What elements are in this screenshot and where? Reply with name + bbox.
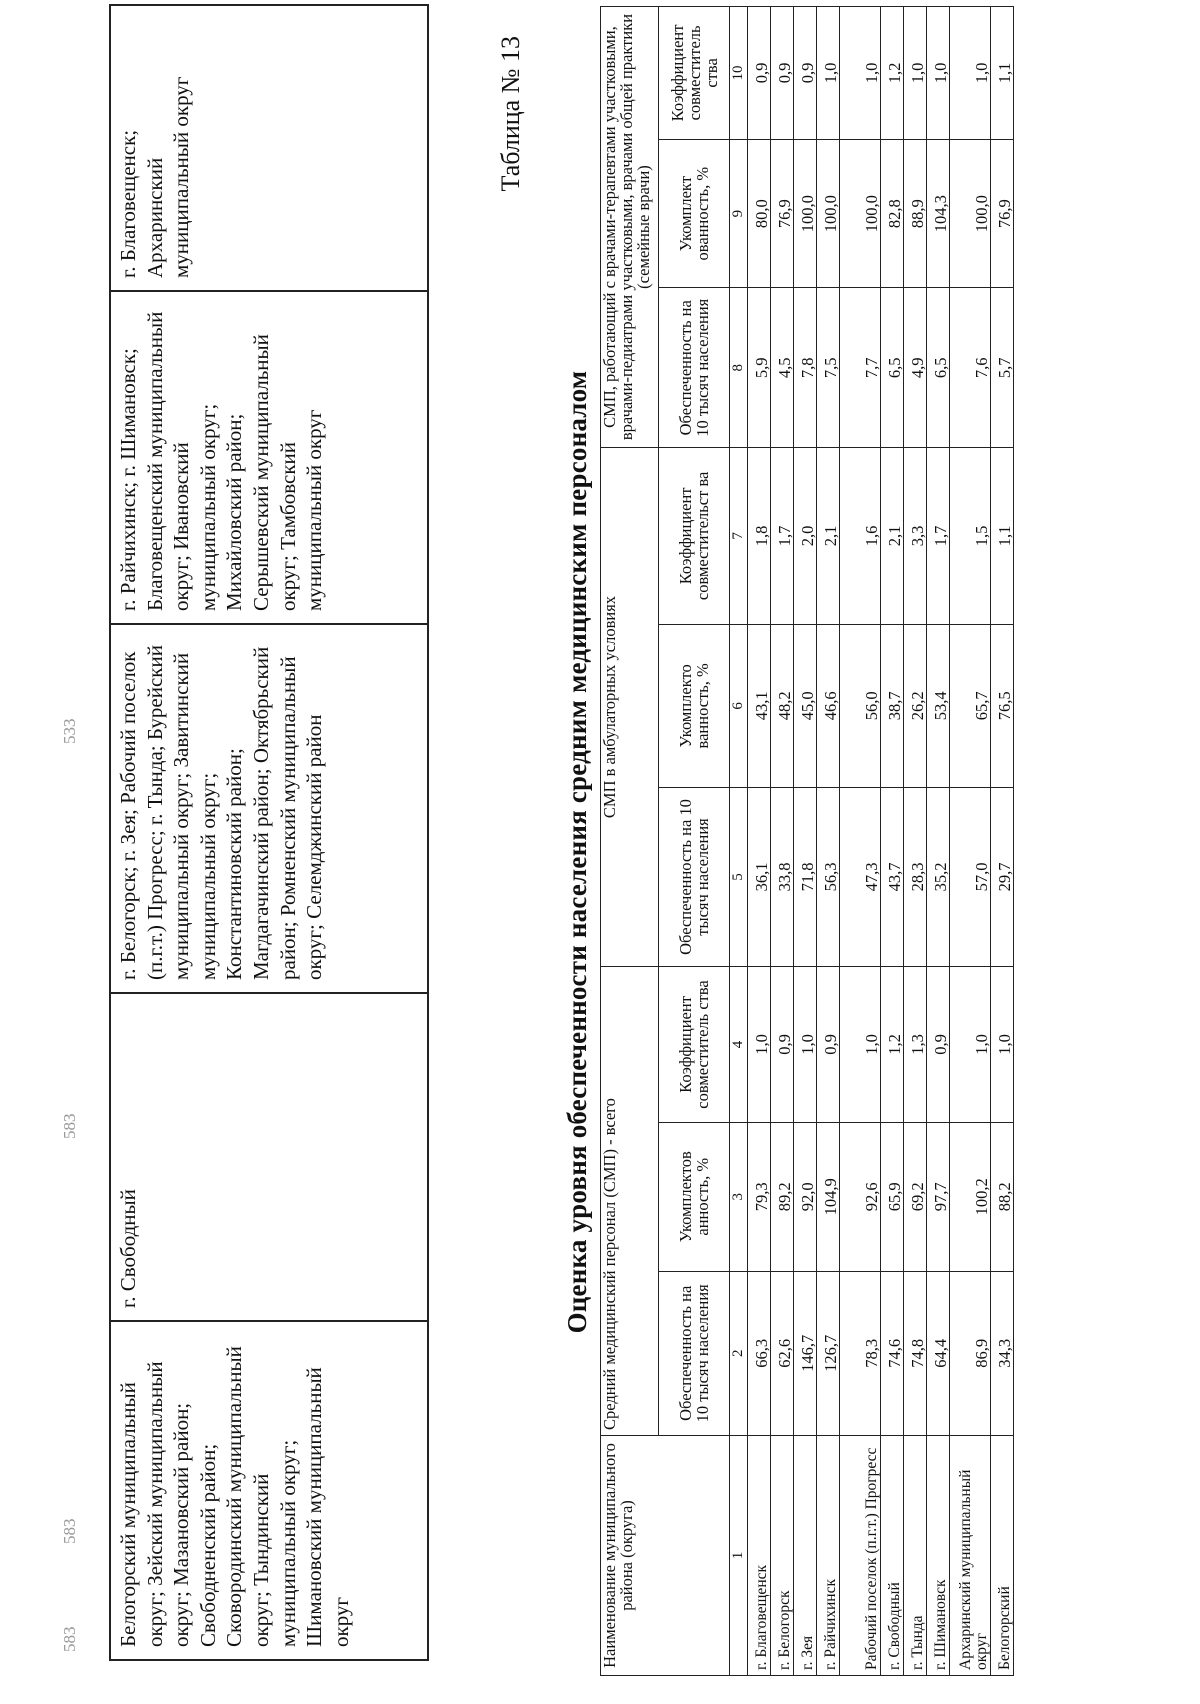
column-number: 6 [730, 624, 748, 787]
group-cell: Белогорский муниципальный округ; Зейский муниципальный округ; Мазановский район; Свободненский район; Сковородинский муниципальный округ; Тындинский муниципальный округ; Шимановский муниципальный округ [110, 1321, 428, 1660]
column-header: Укомплектов анность, % [659, 1122, 730, 1271]
column-number: 7 [730, 448, 748, 625]
value-cell: 43,1 [748, 624, 771, 787]
value-cell: 88,9 [904, 139, 927, 288]
value-cell: 1,8 [748, 448, 771, 625]
value-cell: 47,3 [840, 787, 881, 966]
value-cell: 76,9 [771, 139, 794, 288]
value-cell: 146,7 [794, 1271, 817, 1435]
column-number-row [730, 7, 748, 1676]
group-cell: г. Благовещенск; Архаринский муниципальный округ [110, 5, 428, 291]
value-cell: 1,0 [840, 967, 881, 1123]
value-cell: 74,8 [904, 1271, 927, 1435]
value-cell: 79,3 [748, 1122, 771, 1271]
staffing-table [600, 6, 1014, 1676]
value-cell: 1,0 [950, 7, 991, 140]
table-row [817, 7, 840, 1676]
table-row [991, 7, 1014, 1676]
table-row [904, 7, 927, 1676]
value-cell: 65,9 [881, 1122, 904, 1271]
table-row [840, 7, 881, 1676]
value-cell: 1,1 [991, 448, 1014, 625]
value-cell: 1,0 [950, 967, 991, 1123]
column-number: 1 [730, 1436, 748, 1676]
district-name-cell: Архаринский муниципальный округ [950, 1436, 991, 1676]
value-cell: 2,1 [817, 448, 840, 625]
table-row [110, 5, 428, 1660]
value-cell: 6,5 [881, 288, 904, 448]
value-cell: 56,3 [817, 787, 840, 966]
column-number: 3 [730, 1122, 748, 1271]
value-cell: 33,8 [771, 787, 794, 966]
value-cell: 35,2 [927, 787, 950, 966]
value-cell: 29,7 [991, 787, 1014, 966]
value-cell: 100,0 [840, 139, 881, 288]
value-cell: 38,7 [881, 624, 904, 787]
value-cell: 7,6 [950, 288, 991, 448]
district-name-cell: Рабочий поселок (п.г.т.) Прогресс [840, 1436, 881, 1676]
value-cell: 78,3 [840, 1271, 881, 1435]
value-cell: 56,0 [840, 624, 881, 787]
value-cell: 1,7 [771, 448, 794, 625]
table-row [771, 7, 794, 1676]
value-cell: 71,8 [794, 787, 817, 966]
table-number: Таблица № 13 [496, 36, 525, 192]
value-cell: 45,0 [794, 624, 817, 787]
value-cell: 76,5 [991, 624, 1014, 787]
value-cell: 7,5 [817, 288, 840, 448]
value-cell: 0,9 [927, 967, 950, 1123]
column-header: Обеспеченность на 10 тысяч населения [659, 288, 730, 448]
district-name-cell: г. Райчихинск [817, 1436, 840, 1676]
value-cell: 0,9 [771, 967, 794, 1123]
value-cell: 0,9 [748, 7, 771, 140]
value-cell: 4,5 [771, 288, 794, 448]
value-cell: 88,2 [991, 1122, 1014, 1271]
value-cell: 1,6 [840, 448, 881, 625]
value-cell: 0,9 [771, 7, 794, 140]
group-cell: г. Свободный [110, 993, 428, 1321]
column-number: 4 [730, 967, 748, 1123]
value-cell: 74,6 [881, 1271, 904, 1435]
page-stamp: 533 [60, 718, 79, 744]
column-header: Коэффициент совместитель ства [659, 967, 730, 1123]
column-number: 2 [730, 1271, 748, 1435]
value-cell: 100,2 [950, 1122, 991, 1271]
value-cell: 1,0 [991, 967, 1014, 1123]
column-header: Коэффициент совместительст ва [659, 448, 730, 625]
value-cell: 5,7 [991, 288, 1014, 448]
value-cell: 36,1 [748, 787, 771, 966]
table-row [950, 7, 991, 1676]
group-header: СМП, работающий с врачами-терапевтами участковыми, врачами-педиатрами участковыми, врачами общей практики (семейные врачи) [601, 7, 659, 448]
value-cell: 86,9 [950, 1271, 991, 1435]
column-number: 10 [730, 7, 748, 140]
column-header: Обеспеченность на 10 тысяч населения [659, 1271, 730, 1435]
value-cell: 64,4 [927, 1271, 950, 1435]
value-cell: 76,9 [991, 139, 1014, 288]
value-cell: 34,3 [991, 1271, 1014, 1435]
value-cell: 100,0 [817, 139, 840, 288]
value-cell: 1,2 [881, 967, 904, 1123]
value-cell: 1,5 [950, 448, 991, 625]
district-groups-table [109, 4, 429, 1661]
header-row [601, 7, 659, 1676]
value-cell: 53,4 [927, 624, 950, 787]
table-row [927, 7, 950, 1676]
district-name-cell: г. Благовещенск [748, 1436, 771, 1676]
value-cell: 4,9 [904, 288, 927, 448]
column-number: 8 [730, 288, 748, 448]
column-number: 9 [730, 139, 748, 288]
value-cell: 69,2 [904, 1122, 927, 1271]
value-cell: 80,0 [748, 139, 771, 288]
page-stamp: 583 [60, 1113, 79, 1139]
page-stamp: 583 [60, 1518, 79, 1544]
value-cell: 97,7 [927, 1122, 950, 1271]
column-header: Коэффициент совместитель ства [659, 7, 730, 140]
value-cell: 1,7 [927, 448, 950, 625]
value-cell: 1,1 [991, 7, 1014, 140]
value-cell: 100,0 [794, 139, 817, 288]
value-cell: 92,0 [794, 1122, 817, 1271]
district-name-cell: г. Свободный [881, 1436, 904, 1676]
value-cell: 7,8 [794, 288, 817, 448]
value-cell: 28,3 [904, 787, 927, 966]
table-row [881, 7, 904, 1676]
value-cell: 65,7 [950, 624, 991, 787]
value-cell: 1,0 [840, 7, 881, 140]
value-cell: 43,7 [881, 787, 904, 966]
value-cell: 1,0 [817, 7, 840, 140]
value-cell: 104,9 [817, 1122, 840, 1271]
value-cell: 66,3 [748, 1271, 771, 1435]
column-header: Укомплекто ванность, % [659, 624, 730, 787]
value-cell: 126,7 [817, 1271, 840, 1435]
district-name-cell: г. Шимановск [927, 1436, 950, 1676]
value-cell: 1,0 [748, 967, 771, 1123]
value-cell: 2,1 [881, 448, 904, 625]
value-cell: 1,3 [904, 967, 927, 1123]
district-name-cell: г. Зея [794, 1436, 817, 1676]
column-header-name: Наименование муниципального района (округа) [601, 1436, 730, 1676]
value-cell: 5,9 [748, 288, 771, 448]
table-row [748, 7, 771, 1676]
group-header: Средний медицинский персонал (СМП) - всего [601, 967, 659, 1436]
value-cell: 1,0 [794, 967, 817, 1123]
value-cell: 89,2 [771, 1122, 794, 1271]
header-row [659, 7, 730, 1676]
table-row [794, 7, 817, 1676]
value-cell: 92,6 [840, 1122, 881, 1271]
value-cell: 104,3 [927, 139, 950, 288]
value-cell: 6,5 [927, 288, 950, 448]
value-cell: 0,9 [817, 967, 840, 1123]
value-cell: 62,6 [771, 1271, 794, 1435]
value-cell: 3,3 [904, 448, 927, 625]
district-name-cell: Белогорский [991, 1436, 1014, 1676]
value-cell: 1,0 [904, 7, 927, 140]
district-name-cell: г. Белогорск [771, 1436, 794, 1676]
value-cell: 2,0 [794, 448, 817, 625]
group-cell: г. Белогорск; г. Зея; Рабочий поселок (п.г.т.) Прогресс; г. Тында; Бурейский муниципальный округ; Завитинский муниципальный округ; Константиновский район; Магдагачинский район; Октябрьский район; Ромненский муниципальный округ; Селемджинский район [110, 624, 428, 993]
column-header: Укомплект ованность, % [659, 139, 730, 288]
value-cell: 82,8 [881, 139, 904, 288]
group-header: СМП в амбулаторных условиях [601, 448, 659, 967]
page-title: Оценка уровня обеспеченности населения средним медицинским персоналом [562, 370, 592, 1334]
value-cell: 0,9 [794, 7, 817, 140]
value-cell: 1,0 [927, 7, 950, 140]
value-cell: 26,2 [904, 624, 927, 787]
value-cell: 7,7 [840, 288, 881, 448]
column-header: Обеспеченность на 10 тысяч населения [659, 787, 730, 966]
value-cell: 46,6 [817, 624, 840, 787]
value-cell: 1,2 [881, 7, 904, 140]
group-cell: г. Райчихинск; г. Шимановск; Благовещенский муниципальный округ; Ивановский муниципальный округ; Михайловский район; Серышевский муниципальный округ; Тамбовский муниципальный округ [110, 291, 428, 624]
value-cell: 48,2 [771, 624, 794, 787]
value-cell: 57,0 [950, 787, 991, 966]
page-stamp: 583 [60, 1626, 79, 1652]
district-name-cell: г. Тында [904, 1436, 927, 1676]
column-number: 5 [730, 787, 748, 966]
value-cell: 100,0 [950, 139, 991, 288]
